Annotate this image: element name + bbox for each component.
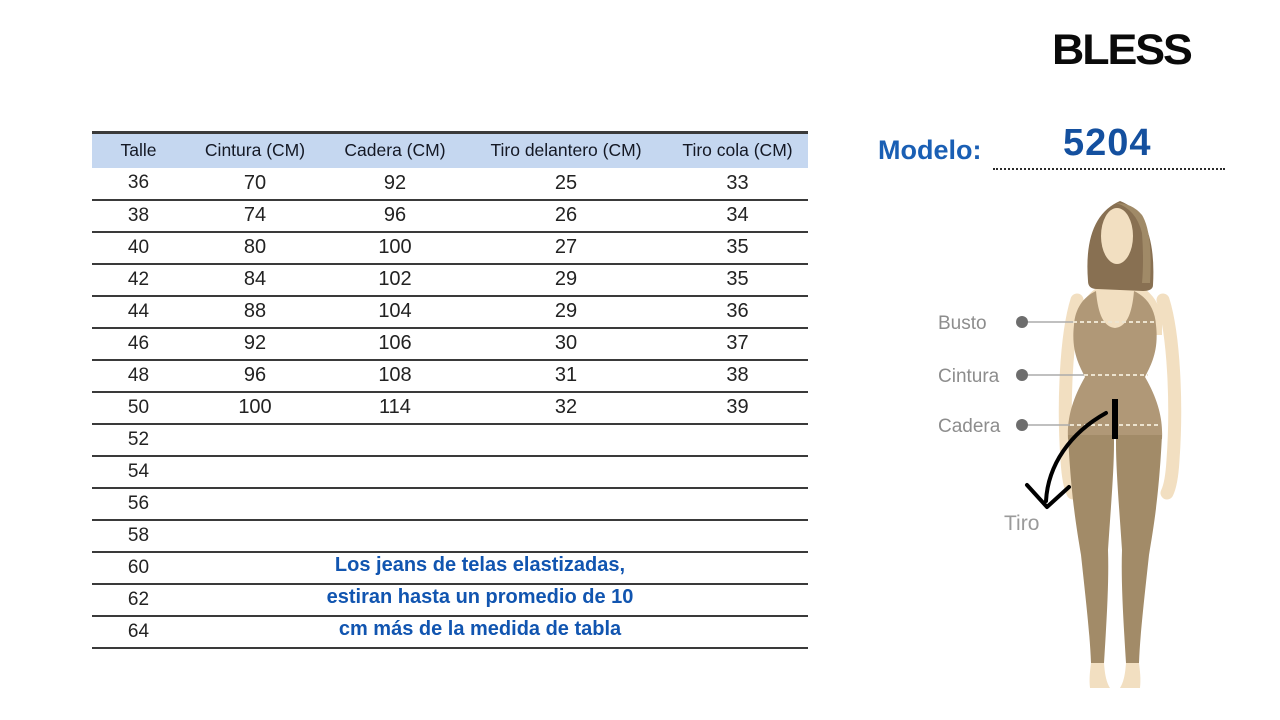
- measure-point-dot: [1016, 419, 1028, 431]
- size-cell: 44: [92, 296, 185, 328]
- size-cell: [465, 616, 667, 648]
- figure-feet: [1120, 663, 1140, 688]
- size-row: [92, 488, 808, 520]
- size-cell: [185, 424, 325, 456]
- size-table-header-row: [92, 133, 808, 168]
- size-cell: [325, 488, 465, 520]
- size-cell: [185, 616, 325, 648]
- size-cell: 80: [185, 232, 325, 264]
- size-table: [92, 131, 808, 649]
- size-cell: 96: [185, 360, 325, 392]
- col-header-cintura: Cintura (CM): [185, 133, 325, 168]
- size-cell: [667, 456, 808, 488]
- measurement-figure: [920, 185, 1280, 710]
- size-row: [92, 584, 808, 616]
- cintura-label: Cintura: [938, 366, 1000, 387]
- col-header-talle: Talle: [92, 133, 185, 168]
- size-cell: 36: [667, 296, 808, 328]
- model-label: Modelo:: [878, 135, 982, 165]
- size-cell: 56: [92, 488, 185, 520]
- size-cell: 64: [92, 616, 185, 648]
- size-cell: 26: [465, 200, 667, 232]
- size-cell: [325, 584, 465, 616]
- size-cell: 40: [92, 232, 185, 264]
- size-row: [92, 200, 808, 232]
- size-cell: 92: [325, 168, 465, 200]
- size-cell: 30: [465, 328, 667, 360]
- col-header-tiro-delantero: Tiro delantero (CM): [465, 133, 667, 168]
- size-cell: 50: [92, 392, 185, 424]
- size-cell: 52: [92, 424, 185, 456]
- size-cell: 54: [92, 456, 185, 488]
- size-cell: 114: [325, 392, 465, 424]
- size-cell: 34: [667, 200, 808, 232]
- size-cell: 108: [325, 360, 465, 392]
- size-cell: 104: [325, 296, 465, 328]
- size-cell: 37: [667, 328, 808, 360]
- size-cell: [465, 456, 667, 488]
- size-cell: 100: [185, 392, 325, 424]
- size-cell: 38: [92, 200, 185, 232]
- size-row: [92, 232, 808, 264]
- size-cell: [185, 488, 325, 520]
- model-number: 5204: [1063, 122, 1152, 164]
- size-cell: 58: [92, 520, 185, 552]
- size-cell: [185, 520, 325, 552]
- size-row: [92, 520, 808, 552]
- size-cell: 74: [185, 200, 325, 232]
- size-cell: 106: [325, 328, 465, 360]
- size-cell: [185, 456, 325, 488]
- size-cell: [667, 584, 808, 616]
- size-cell: 39: [667, 392, 808, 424]
- col-header-cadera: Cadera (CM): [325, 133, 465, 168]
- size-cell: [325, 616, 465, 648]
- figure-legs: [1116, 435, 1162, 663]
- size-cell: 33: [667, 168, 808, 200]
- size-cell: [325, 456, 465, 488]
- size-cell: 29: [465, 296, 667, 328]
- size-cell: 38: [667, 360, 808, 392]
- col-header-tiro-cola: Tiro cola (CM): [667, 133, 808, 168]
- size-row: [92, 328, 808, 360]
- size-cell: 35: [667, 264, 808, 296]
- size-row: [92, 424, 808, 456]
- size-cell: 102: [325, 264, 465, 296]
- size-cell: 42: [92, 264, 185, 296]
- size-cell: 100: [325, 232, 465, 264]
- dotted-underline: [993, 168, 1225, 170]
- size-cell: [325, 520, 465, 552]
- size-cell: [667, 520, 808, 552]
- size-cell: [325, 552, 465, 584]
- size-cell: 48: [92, 360, 185, 392]
- figure-feet: [1090, 663, 1110, 688]
- size-cell: 32: [465, 392, 667, 424]
- size-cell: 96: [325, 200, 465, 232]
- size-cell: 70: [185, 168, 325, 200]
- stretch-note-line: cm más de la medida de tabla: [338, 618, 622, 640]
- size-cell: [465, 488, 667, 520]
- size-cell: [185, 552, 325, 584]
- figure-arms: [1163, 300, 1175, 493]
- size-cell: [465, 424, 667, 456]
- size-cell: 60: [92, 552, 185, 584]
- tiro-label: Tiro: [1004, 512, 1040, 535]
- size-cell: [667, 616, 808, 648]
- size-cell: 35: [667, 232, 808, 264]
- size-row: [92, 360, 808, 392]
- stretch-note-line: Los jeans de telas elastizadas,: [334, 554, 626, 576]
- size-cell: 25: [465, 168, 667, 200]
- size-cell: 36: [92, 168, 185, 200]
- brand-logo: BLESS: [1052, 26, 1191, 74]
- size-row: [92, 296, 808, 328]
- size-cell: 88: [185, 296, 325, 328]
- size-cell: 46: [92, 328, 185, 360]
- size-row: [92, 552, 808, 584]
- size-cell: [667, 488, 808, 520]
- size-cell: 27: [465, 232, 667, 264]
- size-cell: 62: [92, 584, 185, 616]
- measure-point-dot: [1016, 369, 1028, 381]
- figure-face: [1101, 208, 1133, 264]
- size-cell: [465, 520, 667, 552]
- size-cell: [465, 584, 667, 616]
- figure-legs: [1068, 435, 1114, 663]
- measure-point-dot: [1016, 316, 1028, 328]
- size-cell: [465, 552, 667, 584]
- size-cell: [185, 584, 325, 616]
- busto-label: Busto: [938, 313, 987, 334]
- size-cell: [667, 424, 808, 456]
- size-row: [92, 168, 808, 200]
- size-row: [92, 264, 808, 296]
- stretch-note-line: estiran hasta un promedio de 10: [326, 586, 634, 608]
- size-cell: 31: [465, 360, 667, 392]
- size-row: [92, 456, 808, 488]
- size-row: [92, 392, 808, 424]
- size-cell: 84: [185, 264, 325, 296]
- size-row: [92, 616, 808, 648]
- tiro-bar: [1112, 399, 1118, 439]
- size-cell: [667, 552, 808, 584]
- cadera-label: Cadera: [938, 416, 1001, 437]
- size-cell: 29: [465, 264, 667, 296]
- size-cell: 92: [185, 328, 325, 360]
- size-cell: [325, 424, 465, 456]
